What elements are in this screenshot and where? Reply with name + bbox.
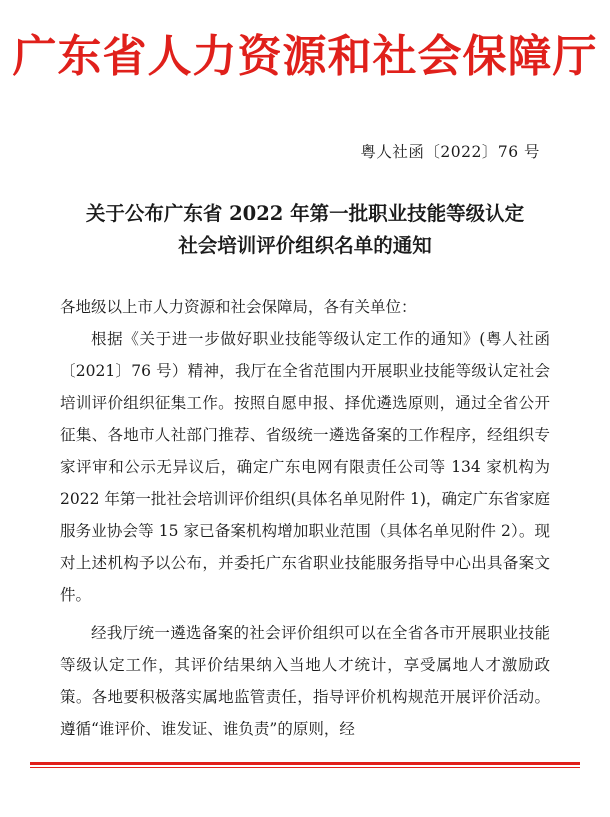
body-paragraph-1: 根据《关于进一步做好职业技能等级认定工作的通知》(粤人社函〔2021〕76 号）精神，我厅在全省范围内开展职业技能等级认定社会培训评价组织征集工作。按照自愿申报、择优遴选原则，通过全省公开征集、各地市人社部门推荐、省级统一遴选备案的工作程序，经组织专家评审和公示无异议后，确定广东电网有限责任公司等 134 家机构为 2022 年第一批社会培训评价组织(具体名单见附件 1)，确定广东省家庭服务业协会等 15 家已备案机构增加职业范围（具体名单见附件 2）。现对上述机构予以公布，并委托广东省职业技能服务指导中心出具备案文件。 xyxy=(60,330,550,604)
body-paragraph-2: 经我厅统一遴选备案的社会评价组织可以在全省各市开展职业技能等级认定工作，其评价结果纳入当地人才统计，享受属地人才激励政策。各地要积极落实属地监管责任，指导评价机构规范开展评价活动。遵循“谁评价、谁发证、谁负责”的原则，经 xyxy=(60,624,550,738)
document-body xyxy=(60,291,550,745)
footer-rule-thin xyxy=(30,767,580,768)
footer-rule-thick xyxy=(30,762,580,765)
salutation: 各地级以上市人力资源和社会保障局，各有关单位： xyxy=(60,298,417,316)
document-title xyxy=(0,198,610,262)
letterhead-org-name: 广东省人力资源和社会保障厅 xyxy=(12,31,598,82)
document-title-line-2: 社会培训评价组织名单的通知 xyxy=(178,234,432,257)
document-number: 粤人社函〔2022〕76 号 xyxy=(360,143,540,161)
document-title-line-1: 关于公布广东省 2022 年第一批职业技能等级认定 xyxy=(85,202,525,225)
